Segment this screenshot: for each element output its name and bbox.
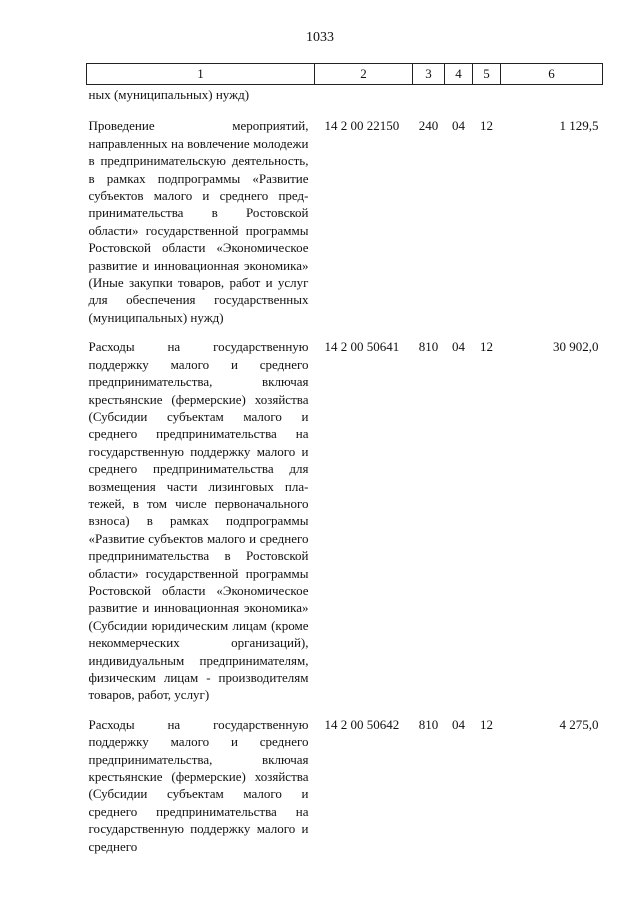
row-expense-type <box>413 85 445 106</box>
row-section: 04 <box>452 339 465 355</box>
header-col-expense-type: 3 <box>413 64 445 85</box>
table-row <box>87 105 603 326</box>
row-description: Расходы на государственную поддержку малого и среднего предпринимательства, включая крестьянские (фермерские) хозяйства (Субсидии субъектам малого и среднего предпринимательства на государственную поддержку малого и среднего <box>88 716 309 854</box>
row-target-article: 14 2 00 50641 <box>324 339 400 355</box>
row-target-article: 14 2 00 22150 <box>324 118 400 134</box>
table-row <box>87 326 603 704</box>
header-col-subsection: 5 <box>473 64 501 85</box>
row-subsection <box>473 85 501 106</box>
row-section <box>445 85 473 106</box>
row-description: Проведение мероприятий, направленных на вовлечение молодежи в предпринимательскую деятельность, в рамках подпрограммы «Развитие субъектов малого и среднего предпринимательства в Ростовской области» государственной программы Ростовской области «Экономическое развитие и инновационная экономика» (Иные закупки товаров, работ и услуг для обеспечения государственных (муниципальных) нужд) <box>88 118 309 325</box>
row-amount <box>501 85 603 106</box>
table-header-row <box>87 64 603 85</box>
row-subsection: 12 <box>480 716 493 732</box>
table-row <box>87 704 603 855</box>
row-amount: 30 902,0 <box>553 339 599 355</box>
row-subsection: 12 <box>480 339 493 355</box>
row-expense-type: 240 <box>418 118 439 134</box>
row-section: 04 <box>452 716 465 732</box>
row-amount: 4 275,0 <box>559 716 599 732</box>
row-expense-type: 810 <box>418 339 439 355</box>
row-amount: 1 129,5 <box>559 118 599 134</box>
page-number: 1033 <box>306 30 334 45</box>
row-description: Расходы на государственную поддержку малого и среднего предпринимательства, включая крестьянские (фермерские) хозяйства (Субсидии субъектам малого и среднего предпринимательства на государственную поддержку малого и среднего предпринимательства для возмещения части лизинговых платежей, в том числе первоначального взноса) в рамках подпрограммы «Развитие субъектов малого и среднего предпринимательства в Ростовской области» государственной программы Ростовской области «Экономическое развитие и инновационная экономика» (Субсидии юридическим лицам (кроме некоммерческих организаций), индивидуальным предпринимателям, физическим лицам - производителям товаров, работ, услуг) <box>88 339 309 703</box>
row-section: 04 <box>452 118 465 134</box>
budget-table <box>86 63 603 855</box>
row-subsection: 12 <box>480 118 493 134</box>
row-target-article <box>315 85 413 106</box>
row-target-article: 14 2 00 50642 <box>324 716 400 732</box>
row-description: ных (муниципальных) нужд) <box>88 87 250 102</box>
table-row <box>87 85 603 106</box>
header-col-description: 1 <box>87 64 315 85</box>
header-col-section: 4 <box>445 64 473 85</box>
row-expense-type: 810 <box>418 716 439 732</box>
header-col-target-article: 2 <box>315 64 413 85</box>
header-col-amount: 6 <box>501 64 603 85</box>
